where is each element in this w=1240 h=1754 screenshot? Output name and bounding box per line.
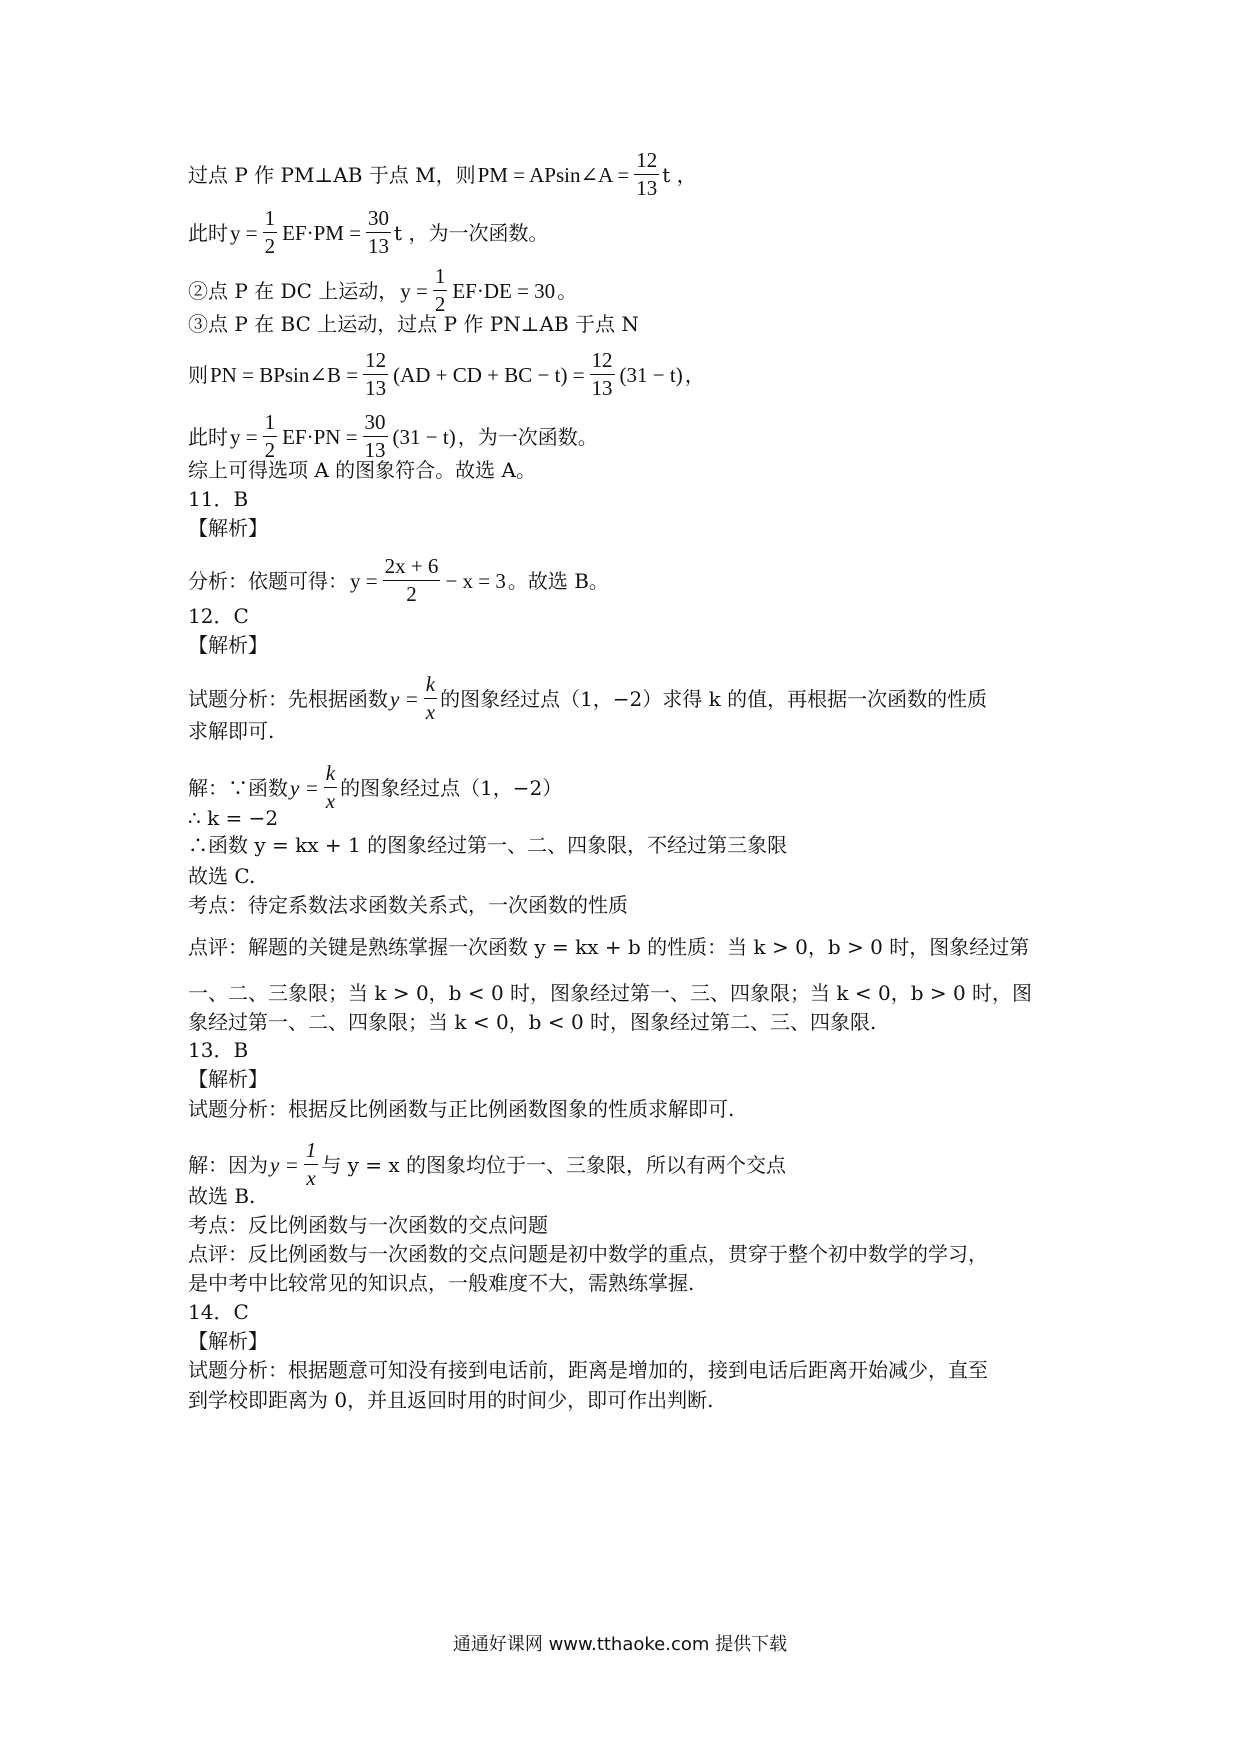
fraction bbox=[433, 266, 448, 315]
equation: (31 − t) bbox=[392, 424, 456, 449]
equation: EF·PM = bbox=[282, 220, 362, 245]
fraction-numerator: k bbox=[324, 763, 337, 788]
fraction-denominator: 13 bbox=[365, 376, 387, 400]
fraction-numerator: 30 bbox=[363, 412, 388, 437]
fraction bbox=[363, 412, 388, 461]
text-line: ∴ k = −2 bbox=[188, 806, 279, 830]
equation: y = bbox=[350, 568, 378, 593]
fraction-numerator: 1 bbox=[304, 1140, 319, 1165]
line-text: 与 y = x 的图象均位于一、三象限，所以有两个交点 bbox=[321, 1152, 787, 1177]
fraction bbox=[424, 674, 437, 723]
fraction bbox=[263, 208, 278, 257]
fraction-denominator: 2 bbox=[434, 292, 446, 316]
fraction-denominator: 13 bbox=[368, 234, 390, 258]
text-line: 故选 B. bbox=[188, 1184, 256, 1208]
text-line bbox=[188, 350, 705, 399]
text-line: 综上可得选项 A 的图象符合。故选 A。 bbox=[188, 458, 536, 482]
fraction-denominator: x bbox=[325, 789, 336, 813]
text-line: 试题分析：根据题意可知没有接到电话前，距离是增加的，接到电话后距离开始减少，直至 bbox=[188, 1358, 988, 1382]
equation: y = bbox=[390, 686, 419, 711]
fraction-denominator: 13 bbox=[364, 438, 386, 462]
equation: (31 − t) bbox=[619, 362, 683, 387]
fraction-denominator: 2 bbox=[264, 234, 276, 258]
text-line bbox=[188, 266, 577, 315]
equation: − x = 3 bbox=[445, 568, 506, 593]
text-line: ③点 P 在 BC 上运动，过点 P 作 PN⊥AB 于点 N bbox=[188, 312, 639, 336]
fraction-denominator: x bbox=[425, 700, 436, 724]
equation: y = bbox=[270, 1152, 299, 1177]
text-line: 考点：待定系数法求函数关系式，一次函数的性质 bbox=[188, 893, 628, 917]
line-text: ②点 P 在 DC 上运动， bbox=[188, 278, 399, 303]
text-line bbox=[188, 412, 598, 461]
line-text: 的图象经过点（1，−2）求得 k 的值，再根据一次函数的性质 bbox=[440, 686, 988, 711]
text-line: 是中考中比较常见的知识点，一般难度不大，需熟练掌握. bbox=[188, 1271, 695, 1295]
section-heading: 【解析】 bbox=[188, 516, 268, 540]
line-text: 。故选 B。 bbox=[507, 568, 609, 593]
line-text: ， bbox=[684, 362, 705, 387]
line-text: 此时 bbox=[188, 220, 228, 245]
equation: y = bbox=[400, 278, 428, 303]
text-line: 到学校即距离为 0，并且返回时用的时间少，即可作出判断. bbox=[188, 1388, 714, 1412]
fraction-numerator: 30 bbox=[366, 208, 391, 233]
section-heading: 【解析】 bbox=[188, 1329, 268, 1353]
line-text: 解：因为 bbox=[188, 1152, 268, 1177]
text-line: 考点：反比例函数与一次函数的交点问题 bbox=[188, 1213, 548, 1237]
fraction-denominator: 2 bbox=[264, 438, 276, 462]
fraction-numerator: 12 bbox=[590, 350, 615, 375]
equation: (AD + CD + BC − t) = bbox=[393, 362, 585, 387]
fraction bbox=[304, 1140, 319, 1189]
text-line bbox=[188, 208, 548, 257]
fraction bbox=[383, 556, 441, 605]
fraction bbox=[363, 350, 388, 399]
text-line: 象经过第一、二、四象限；当 k < 0，b < 0 时，图象经过第二、三、四象限. bbox=[188, 1010, 877, 1034]
line-text: ，为一次函数。 bbox=[457, 424, 598, 449]
line-text: 分析：依题可得： bbox=[188, 568, 348, 593]
line-text: 的图象经过点（1，−2） bbox=[340, 775, 563, 800]
fraction-numerator: 12 bbox=[363, 350, 388, 375]
page-footer: 通通好课网 www.tthaoke.com 提供下载 bbox=[452, 1634, 788, 1655]
equation: y = bbox=[230, 220, 258, 245]
equation: y = bbox=[230, 424, 258, 449]
fraction-denominator: 13 bbox=[636, 176, 658, 200]
answer-number: 11．B bbox=[188, 487, 249, 511]
line-text: t ， bbox=[662, 162, 697, 187]
fraction-denominator: x bbox=[306, 1166, 316, 1190]
section-heading: 【解析】 bbox=[188, 633, 268, 657]
fraction-denominator: 2 bbox=[406, 582, 417, 606]
line-text: 解：∵函数 bbox=[188, 775, 288, 800]
text-line bbox=[188, 150, 697, 199]
fraction-numerator: 1 bbox=[433, 266, 448, 291]
text-line bbox=[188, 556, 609, 605]
section-heading: 【解析】 bbox=[188, 1067, 268, 1091]
equation: PM = APsin∠A = bbox=[477, 162, 630, 187]
fraction-numerator: 1 bbox=[263, 208, 278, 233]
line-text: 则 bbox=[188, 362, 208, 387]
fraction-denominator: 13 bbox=[591, 376, 613, 400]
text-line bbox=[188, 674, 987, 723]
fraction-numerator: 2x + 6 bbox=[383, 556, 441, 581]
fraction bbox=[263, 412, 278, 461]
answer-number: 13．B bbox=[188, 1038, 249, 1062]
equation: y = bbox=[290, 775, 319, 800]
line-text: t ，为一次函数。 bbox=[394, 220, 549, 245]
line-text: 。 bbox=[557, 278, 578, 303]
fraction-numerator: 12 bbox=[634, 150, 659, 175]
text-line: ∴函数 y = kx + 1 的图象经过第一、二、四象限，不经过第三象限 bbox=[188, 833, 788, 857]
fraction bbox=[590, 350, 615, 399]
fraction-numerator: k bbox=[424, 674, 437, 699]
answer-number: 14．C bbox=[188, 1300, 249, 1324]
answer-number: 12．C bbox=[188, 604, 249, 628]
equation: EF·DE = 30 bbox=[452, 278, 556, 303]
line-text: 过点 P 作 PM⊥AB 于点 M，则 bbox=[188, 162, 476, 187]
fraction bbox=[366, 208, 391, 257]
fraction-numerator: 1 bbox=[263, 412, 278, 437]
fraction bbox=[324, 763, 337, 812]
text-line: 点评：解题的关键是熟练掌握一次函数 y = kx + b 的性质：当 k > 0，b > 0 时，图象经过第 bbox=[188, 935, 1030, 959]
fraction bbox=[634, 150, 659, 199]
text-line: 一、二、三象限；当 k > 0，b < 0 时，图象经过第一、三、四象限；当 k < 0，b > 0 时，图 bbox=[188, 981, 1033, 1005]
text-line bbox=[188, 1140, 786, 1189]
text-line: 试题分析：根据反比例函数与正比例函数图象的性质求解即可. bbox=[188, 1097, 735, 1121]
text-line: 求解即可. bbox=[188, 719, 275, 743]
equation: EF·PN = bbox=[282, 424, 358, 449]
text-line: 点评：反比例函数与一次函数的交点问题是初中数学的重点，贯穿于整个初中数学的学习， bbox=[188, 1242, 988, 1266]
line-text: 试题分析：先根据函数 bbox=[188, 686, 388, 711]
line-text: 此时 bbox=[188, 424, 228, 449]
text-line bbox=[188, 763, 562, 812]
text-line: 故选 C. bbox=[188, 864, 256, 888]
equation: PN = BPsin∠B = bbox=[210, 362, 359, 387]
